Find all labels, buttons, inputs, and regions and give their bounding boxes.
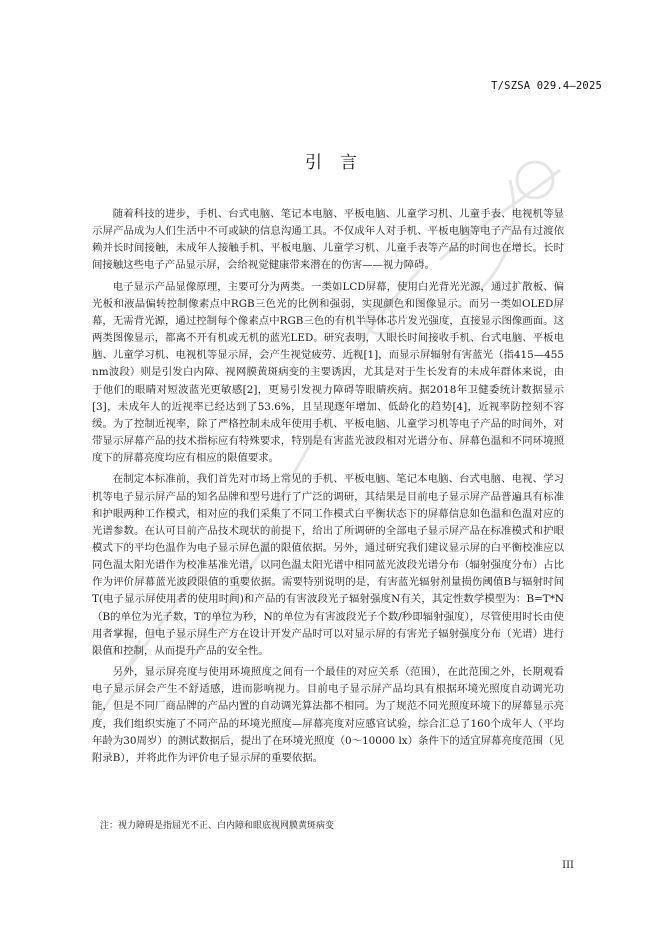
page-title: 引言 <box>305 153 375 173</box>
paragraph: 另外，显示屏亮度与使用环境照度之间有一个最佳的对应关系（范围），在此范围之外，长期观看电子显示屏会产生不舒适感，进而影响视力。目前电子显示屏产品均具有根据环境光照度自动调光功能，但是不同厂商品牌的产品内置的自动调光算法都不相同。为了规范不同光照度环境下的屏幕显示亮度，我们组织实施了不同产品的环境光照度—屏幕亮度对应感官试验，综合汇总了160个成年人（平均年龄为30周岁）的测试数据后，提出了在环境光照度（0～10000 lx）条件下的适宜屏幕亮度范围（见附录B），并将此作为评价电子显示屏的重要依据。 <box>92 666 564 764</box>
paragraph: 随着科技的进步，手机、台式电脑、笔记本电脑、平板电脑、儿童学习机、儿童手表、电视机等显示屏产品成为人们生活中不可或缺的信息沟通工具。不仅成年人对手机、平板电脑等电子产品有过渡依赖并长时间接触，未成年人接触手机、平板电脑、儿童学习机、儿童手表等产品的时间也在增长。长时间接触这些电子产品显示屏，会给视觉健康带来潜在的伤害——视力障碍。 <box>92 208 564 272</box>
introduction-body <box>92 206 564 771</box>
page-number: III <box>562 860 574 871</box>
standard-number: T/SZSA 029.4—2025 <box>491 80 602 92</box>
paragraph: 电子显示产品显像原理，主要可分为两类。一类如LCD屏幕，使用白光背光光源，通过扩散板、偏光板和液晶偏转控制像素点中RGB三色光的比例和强弱，实现颜色和图像显示。而另一类如OLED屏幕，无需背光源，通过控制每个像素点中RGB三色的有机半导体芯片发光强度，直接显示图像画面。这两类图像显示，都离不开有机或无机的蓝光LED。研究表明，人眼长时间接收手机、台式电脑、平板电脑、儿童学习机、电视机等显示屏，会产生视觉疲劳、近视[1]，而显示屏辐射有害蓝光（指415—455 nm波段）则是引发白内障、视网膜黄斑病变的主要诱因，尤其是对于生长发育的未成年群体来说，由于他们的眼睛对短波蓝光更敏感[2]，更易引发视力障碍等眼睛疾病。据2018年卫健委统计数据显示[3]，未成年人的近视率已经达到了53.6%，且呈现逐年增加、低龄化的趋势[4]，近视率防控刻不容缓。为了控制近视率，除了严格控制未成年使用手机、平板电脑、儿童学习机等电子产品的时间外，对带显示屏幕产品的技术指标应有特殊要求，特别是有害蓝光波段相对光谱分布、屏幕色温和不同环境照度下的屏幕亮度均应有相应的限值要求。 <box>92 280 564 465</box>
footnote: 注：视力障碍是指屈光不正、白内障和眼底视网膜黄斑病变 <box>100 821 335 831</box>
paragraph: 在制定本标准前，我们首先对市场上常见的手机、平板电脑、笔记本电脑、台式电脑、电视、学习机等电子显示屏产品的知名品牌和型号进行了广泛的调研，其结果是目前电子显示屏产品普遍具有标准和护眼两种工作模式，相对应的我们采集了不同工作模式白平衡状态下的屏幕信息如色温和色温对应的光谱参数。在认可目前产品技术现状的前提下，给出了所调研的全部电子显示屏产品在标准模式和护眼模式下的平均色温作为电子显示屏色温的限值依据。另外，通过研究我们建议显示屏的白平衡校准应以同色温太阳光谱作为校准基准光谱，以同色温太阳光谱中相同蓝光波段光谱分布（辐射强度分布）占比作为评价屏幕蓝光波段限值的重要依据。需要特别说明的是，有害蓝光辐射剂量损伤阈值B与辐射时间T(电子显示屏使用者的使用时间)和产品的有害波段光子辐射强度N有关，其定性数学模型为：B=T*N（B的单位为光子数，T的单位为秒，N的单位为有害波段光子个数/秒即辐射强度），尽管使用时长由使用者掌握，但电子显示屏生产方在设计开发产品时可以对显示屏的有害光子辐射强度分布（光谱）进行限值和控制，从而提升产品的安全性。 <box>92 473 564 657</box>
